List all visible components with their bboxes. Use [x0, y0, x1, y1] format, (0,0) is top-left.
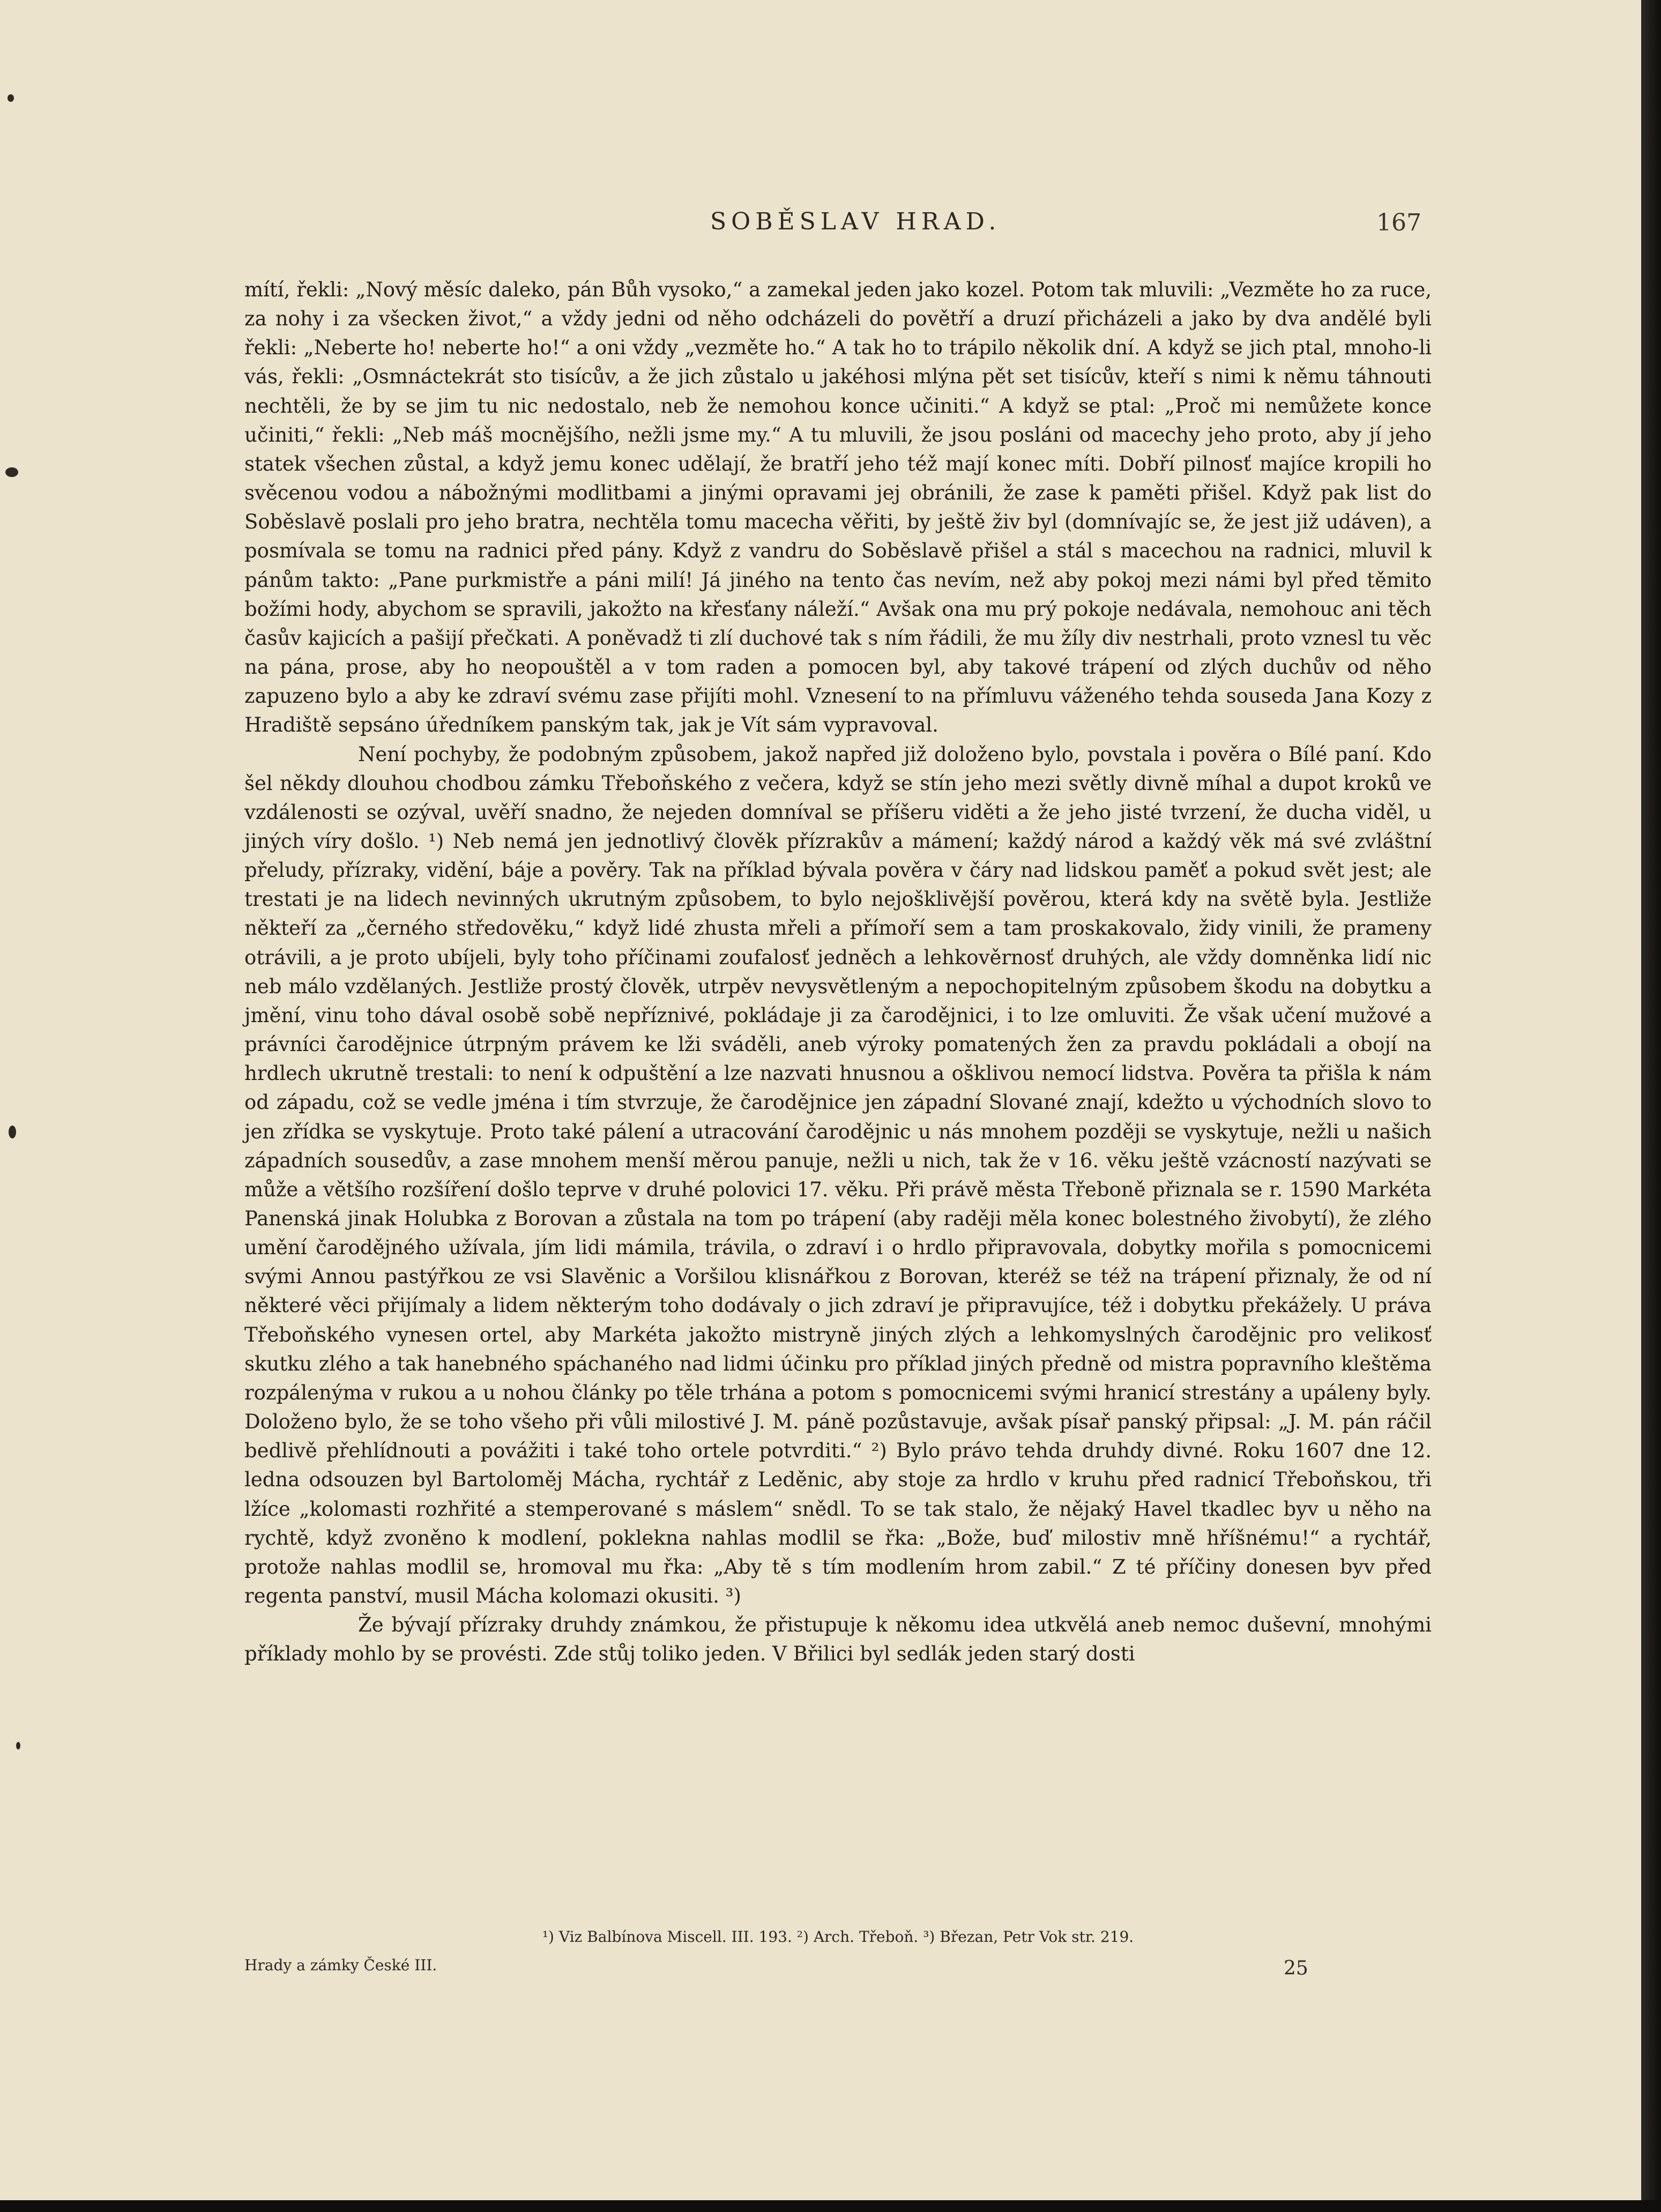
footnotes: ¹) Viz Balbínova Miscell. III. 193. ²) Arch. Třeboň. ³) Březan, Petr Vok str. 219.	[542, 1928, 1134, 1946]
page-edge-shadow	[1641, 0, 1661, 2212]
running-head: SOBĚSLAV HRAD.	[710, 208, 1001, 235]
paragraph: Že bývají přízraky druhdy známkou, že přistupuje k někomu idea utkvělá aneb nemoc duševní, mnohými příklady mohlo by se provésti. Zde stůj toliko jeden. V Břilici byl sedlák jeden starý dosti	[244, 1613, 1432, 1666]
binding-mark	[5, 467, 18, 477]
binding-mark	[8, 94, 14, 102]
body-text	[244, 275, 1432, 1669]
page-number: 167	[1376, 209, 1421, 236]
binding-mark	[16, 1742, 20, 1749]
binding-mark	[9, 1126, 16, 1138]
paragraph: Není pochyby, že podobným způsobem, jakož napřed již doloženo bylo, povstala i pověra o Bílé paní. Kdo šel někdy dlouhou chodbou zámku Třeboňského z večera, když se stín jeho mezi světly divně míhal a dupot kroků ve vzdálenosti se ozýval, uvěří snadno, že nejeden domníval se příšeru viděti a že jeho jisté tvrzení, že ducha viděl, u jiných víry došlo. ¹) Neb nemá jen jednotlivý člověk přízrakův a mámení; každý národ a každý věk má své zvláštní přeludy, přízraky, vidění, báje a pověry. Tak na příklad bývala pověra v čáry nad lidskou paměť a pokud svět jest; ale trestati je na lidech nevinných ukrutným způsobem, to bylo nejošklivější pověrou, která kdy na světě byla. Jestliže někteří za „černého středověku,“ když lidé zhusta mřeli a přímoří sem a tam proskakovalo, židy vinili, že prameny otrávili, a je proto ubíjeli, byly toho příčinami zoufalosť jedněch a lehkověrnosť druhých, ale vždy domněnka lidí nic neb málo vzdělaných. Jestliže prostý člověk, utrpěv nevysvětleným a nepochopitelným způsobem škodu na dobytku a jmění, vinu toho dával osobě sobě nepříznivé, pokládaje ji za čarodějnici, i to lze omluviti. Že však učení mužové a právníci čarodějnice útrpným právem ke lži sváděli, aneb výroky pomatených žen za pravdu pokládali a obojí na hrdlech ukrutně trestali: to není k odpuštění a lze nazvati hnusnou a ošklivou nemocí lidstva. Pověra ta přišla k nám od západu, což se vedle jména i tím stvrzuje, že čarodějnice jen západní Slované znají, kdežto u východních slovo to jen zřídka se vyskytuje. Proto také pálení a utracování čarodějnic u nás mnohem později se vyskytuje, nežli u našich západních sousedův, a zase mnohem menší měrou panuje, nežli u nich, tak že v 16. věku ještě vzácností nazývati se může a většího rozšíření došlo teprve v druhé polovici 17. věku. Při právě města Třeboně přiznala se r. 1590 Markéta Panenská jinak Holubka z Borovan a zůstala na tom po trápení (aby raději měla konec bolestného živobytí), že zlého umění čarodějného užívala, jím lidi mámila, trávila, o zdraví i o hrdlo připravovala, dobytky mořila s pomocnicemi svými Annou pastýřkou ze vsi Slavěnic a Voršilou klisnářkou z Borovan, kteréž se též na trápení přiznaly, že od ní některé věci přijímaly a lidem některým toho dodávaly o jich zdraví je připravujíce, též i dobytku překážely. U práva Třeboňského vynesen ortel, aby Markéta jakožto mistryně jiných zlých a lehkomyslných čarodějnic pro velikosť skutku zlého a tak hanebného spáchaného nad lidmi účinku pro příklad jiných předně od mistra popravního kleštěma rozpálenýma v rukou a u nohou články po těle trhána a potom s pomocnicemi svými hranicí strestány a upáleny byly. Doloženo bylo, že se toho všeho při vůli milostivé J. M. páně pozůstavuje, avšak písař panský připsal: „J. M. pán ráčil bedlivě přehlídnouti a povážiti i také toho ortele potvrditi.“ ²) Bylo právo tehda druhdy divné. Roku 1607 dne 12. ledna odsouzen byl Bartoloměj Mácha, rychtář z Leděnic, aby stoje za hrdlo v kruhu před radnicí Třeboňskou, tři lžíce „kolomasti rozhřité a stemperované s máslem“ snědl. To se tak stalo, že nějaký Havel tkadlec byv u něho na rychtě, když zvoněno k modlení, poklekna nahlas modlil se řka: „Bože, buď milostiv mně hříšnému!“ a rychtář, protože nahlas modlil se, hromoval mu řka: „Aby tě s tím modlením hrom zabil.“ Z té příčiny donesen byv před regenta panství, musil Mácha kolomazi okusiti. ³)	[244, 742, 1432, 1608]
paragraph: mítí, řekli: „Nový měsíc daleko, pán Bůh vysoko,“ a zamekal jeden jako kozel. Potom tak mluvili: „Vezměte ho za ruce, za nohy i za všecken život,“ a vždy jedni od něho odcházeli do povětří a druzí přicházeli a jako by dva andělé byli řekli: „Neberte ho! neberte ho!“ a oni vždy „vezměte ho.“ A tak ho to trápilo několik dní. A když se jich ptal, mnoho-li vás, řekli: „Osmnáctekrát sto tisícův, a že jich zůstalo u jakéhosi mlýna pět set tisícův, kteří s nimi k němu táhnouti nechtěli, že by se jim tu nic nedostalo, neb že nemohou konce učiniti.“ A když se ptal: „Proč mi nemůžete konce učiniti,“ řekli: „Neb máš mocnějšího, nežli jsme my.“ A tu mluvili, že jsou posláni od macechy jeho proto, aby jí jeho statek všechen zůstal, a když jemu konec udělají, že bratří jeho též mají konec míti. Dobří pilnosť majíce kropili ho svěcenou vodou a nábožnými modlitbami a jinými opravami jej obránili, že zase k paměti přišel. Když pak list do Soběslavě poslali pro jeho bratra, nechtěla tomu macecha věřiti, by ještě živ byl (domnívajíc se, že jest již udáven), a posmívala se tomu na radnici před pány. Když z vandru do Soběslavě přišel a stál s macechou na radnici, mluvil k pánům takto: „Pane purkmistře a páni milí! Já jiného na tento čas nevím, než aby pokoj mezi námi byl před těmito božími hody, abychom se spravili, jakožto na křesťany náleží.“ Avšak ona mu prý pokoje nedávala, nemohouc ani těch časův kajicích a pašijí přečkati. A poněvadž ti zlí duchové tak s ním řádili, že mu žíly div nestrhali, proto vznesl tu věc na pána, prose, aby ho neopouštěl a v tom raden a pomocen byl, aby takové trápení od zlých duchův od něho zapuzeno bylo a aby ke zdraví svému zase přijíti mohl. Vznesení to na přímluvu váženého tehda souseda Jana Kozy z Hradiště sepsáno úředníkem panským tak, jak je Vít sám vypravoval.	[244, 278, 1432, 737]
signature-mark: 25	[1284, 1957, 1308, 1979]
page-edge-shadow	[0, 2200, 1661, 2212]
book-title: Hrady a zámky České III.	[244, 1956, 437, 1974]
